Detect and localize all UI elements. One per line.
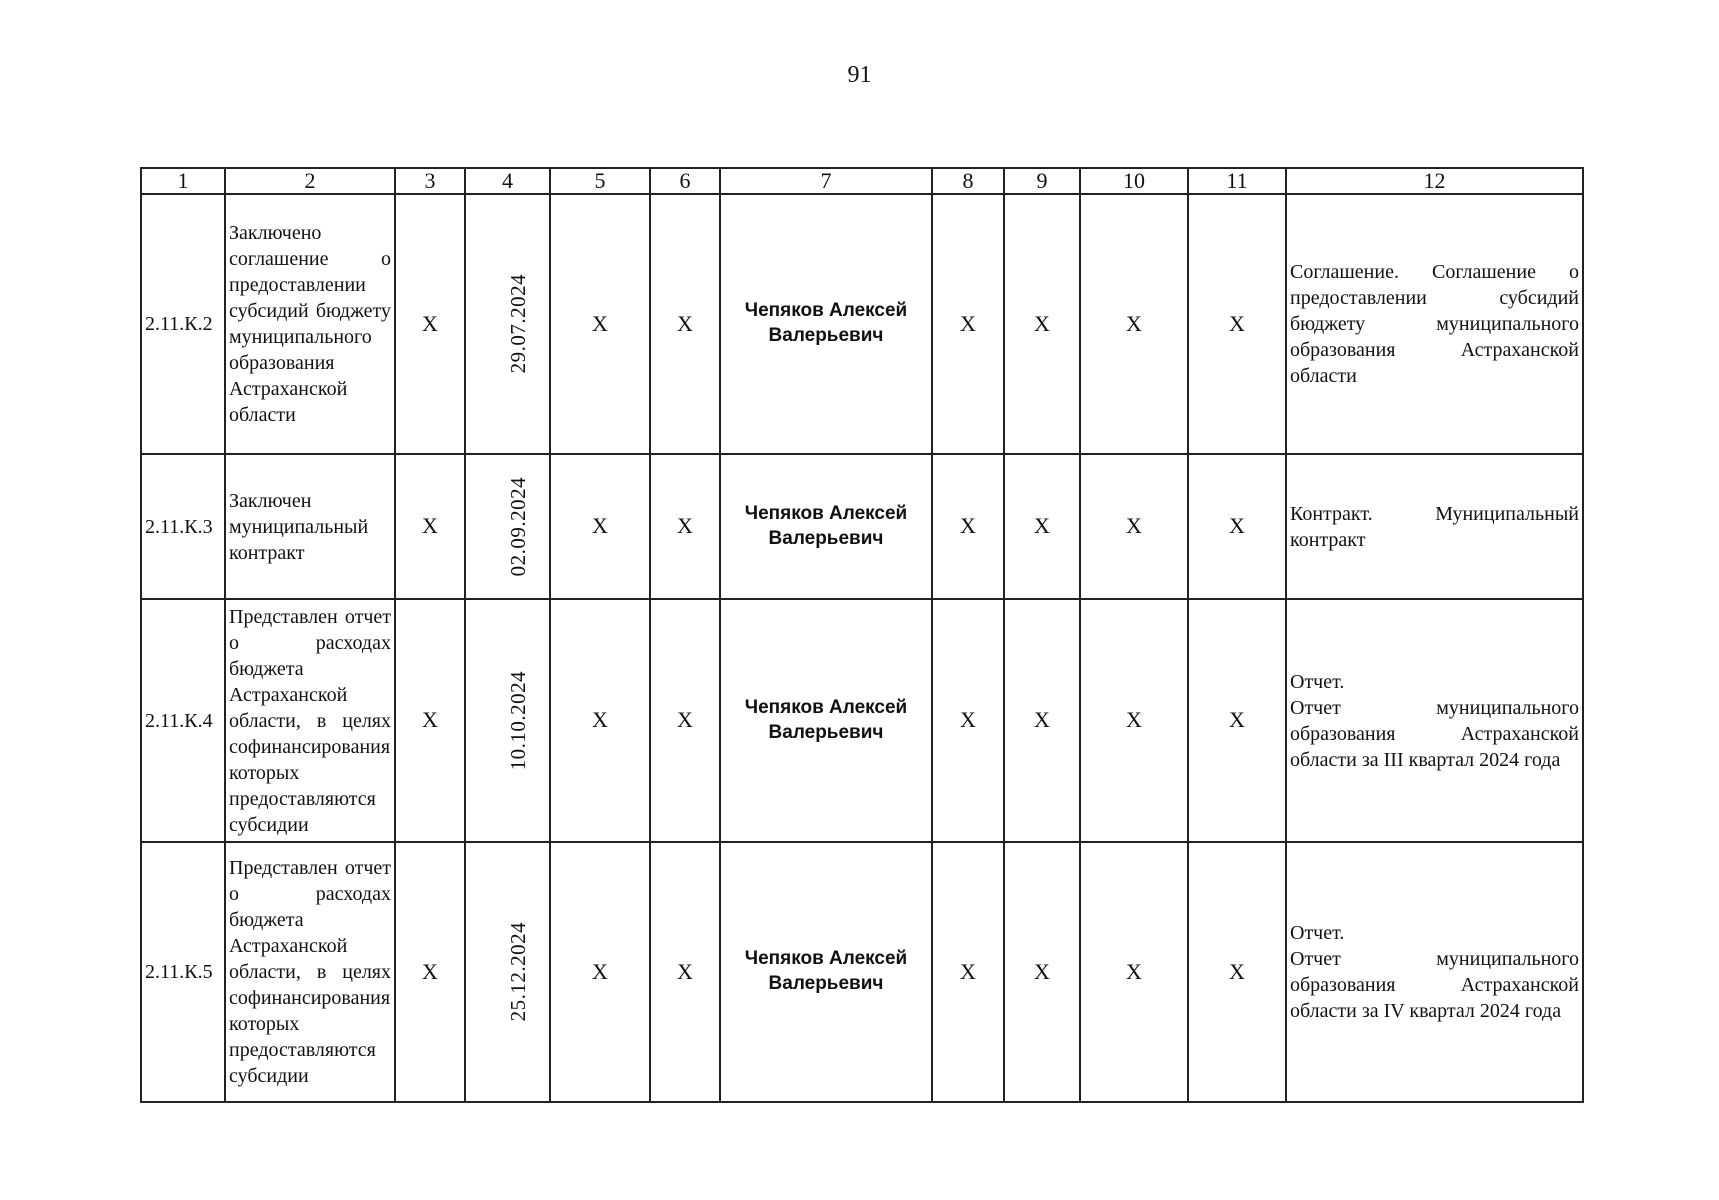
control-point-code: 2.11.К.5 xyxy=(141,842,225,1102)
cell-x-mark: X xyxy=(395,599,465,842)
cell-x-mark: X xyxy=(1080,599,1188,842)
cell-x-mark: X xyxy=(650,842,720,1102)
table-row xyxy=(141,194,1583,454)
column-number: 5 xyxy=(550,168,650,194)
due-date: 10.10.2024 xyxy=(506,670,531,771)
document-type: Отчет. xyxy=(1290,922,1345,944)
responsible-person: Чепяков Алексей Валерьевич xyxy=(720,599,932,842)
column-number: 3 xyxy=(395,168,465,194)
cell-x-mark: X xyxy=(650,454,720,599)
cell-x-mark: X xyxy=(550,599,650,842)
cell-x-mark: X xyxy=(550,194,650,454)
due-date-cell xyxy=(465,599,550,842)
confirming-document xyxy=(1286,599,1583,842)
responsible-person: Чепяков Алексей Валерьевич xyxy=(720,454,932,599)
cell-x-mark: X xyxy=(1004,842,1080,1102)
control-point-code: 2.11.К.2 xyxy=(141,194,225,454)
column-number: 11 xyxy=(1188,168,1286,194)
cell-x-mark: X xyxy=(550,454,650,599)
cell-x-mark: X xyxy=(932,599,1004,842)
due-date: 02.09.2024 xyxy=(506,476,531,577)
column-number: 8 xyxy=(932,168,1004,194)
responsible-person: Чепяков Алексей Валерьевич xyxy=(720,194,932,454)
cell-x-mark: X xyxy=(1004,599,1080,842)
column-number: 9 xyxy=(1004,168,1080,194)
control-point-code: 2.11.К.3 xyxy=(141,454,225,599)
responsible-person: Чепяков Алексей Валерьевич xyxy=(720,842,932,1102)
document-type: Отчет. xyxy=(1290,670,1345,693)
control-point-description: Представлен отчет о расходах бюджета Астраханской области, в целях софинансирования которых предоставляются субсидии xyxy=(225,599,395,842)
document-type: Контракт. xyxy=(1290,502,1373,525)
due-date: 29.07.2024 xyxy=(506,274,531,374)
column-number: 1 xyxy=(141,168,225,194)
control-point-description: Представлен отчет о расходах бюджета Астраханской области, в целях софинансирования которых предоставляются субсидии xyxy=(225,842,395,1102)
due-date-cell xyxy=(465,454,550,599)
due-date-cell xyxy=(465,194,550,454)
due-date-cell xyxy=(465,842,550,1102)
column-number: 4 xyxy=(465,168,550,194)
table-row xyxy=(141,454,1583,599)
document-name: Муниципальный контракт xyxy=(1290,502,1579,551)
cell-x-mark: X xyxy=(395,842,465,1102)
column-number: 10 xyxy=(1080,168,1188,194)
cell-x-mark: X xyxy=(1004,194,1080,454)
cell-x-mark: X xyxy=(550,842,650,1102)
cell-x-mark: X xyxy=(932,194,1004,454)
column-number: 6 xyxy=(650,168,720,194)
cell-x-mark: X xyxy=(395,454,465,599)
cell-x-mark: X xyxy=(1188,454,1286,599)
cell-x-mark: X xyxy=(650,599,720,842)
column-number: 2 xyxy=(225,168,395,194)
page-number: 91 xyxy=(847,62,872,88)
document-name: Соглашение о предоставлении субсидий бюджету муниципального образования Астраханской области xyxy=(1290,261,1579,387)
confirming-document xyxy=(1286,454,1583,599)
column-number: 12 xyxy=(1286,168,1583,194)
document-name: Отчет муниципального образования Астраханской области за IV квартал 2024 года xyxy=(1290,948,1579,1022)
confirming-document xyxy=(1286,194,1583,454)
control-point-code: 2.11.К.4 xyxy=(141,599,225,842)
cell-x-mark: X xyxy=(1080,454,1188,599)
cell-x-mark: X xyxy=(1080,194,1188,454)
cell-x-mark: X xyxy=(1188,599,1286,842)
column-number: 7 xyxy=(720,168,932,194)
table-row xyxy=(141,842,1583,1102)
control-point-description: Заключено соглашение о предоставлении субсидий бюджету муниципального образования Астраханской области xyxy=(225,194,395,454)
control-points-table xyxy=(140,167,1584,1103)
cell-x-mark: X xyxy=(650,194,720,454)
control-point-description: Заключен муниципальный контракт xyxy=(225,454,395,599)
cell-x-mark: X xyxy=(1188,842,1286,1102)
column-number-row xyxy=(141,168,1583,194)
cell-x-mark: X xyxy=(1188,194,1286,454)
cell-x-mark: X xyxy=(932,842,1004,1102)
confirming-document xyxy=(1286,842,1583,1102)
document-name: Отчет муниципального образования Астраханской области за III квартал 2024 года xyxy=(1290,696,1579,771)
document-type: Соглашение. xyxy=(1290,261,1399,283)
due-date: 25.12.2024 xyxy=(506,922,531,1022)
cell-x-mark: X xyxy=(932,454,1004,599)
cell-x-mark: X xyxy=(1004,454,1080,599)
cell-x-mark: X xyxy=(1080,842,1188,1102)
table-row xyxy=(141,599,1583,842)
cell-x-mark: X xyxy=(395,194,465,454)
